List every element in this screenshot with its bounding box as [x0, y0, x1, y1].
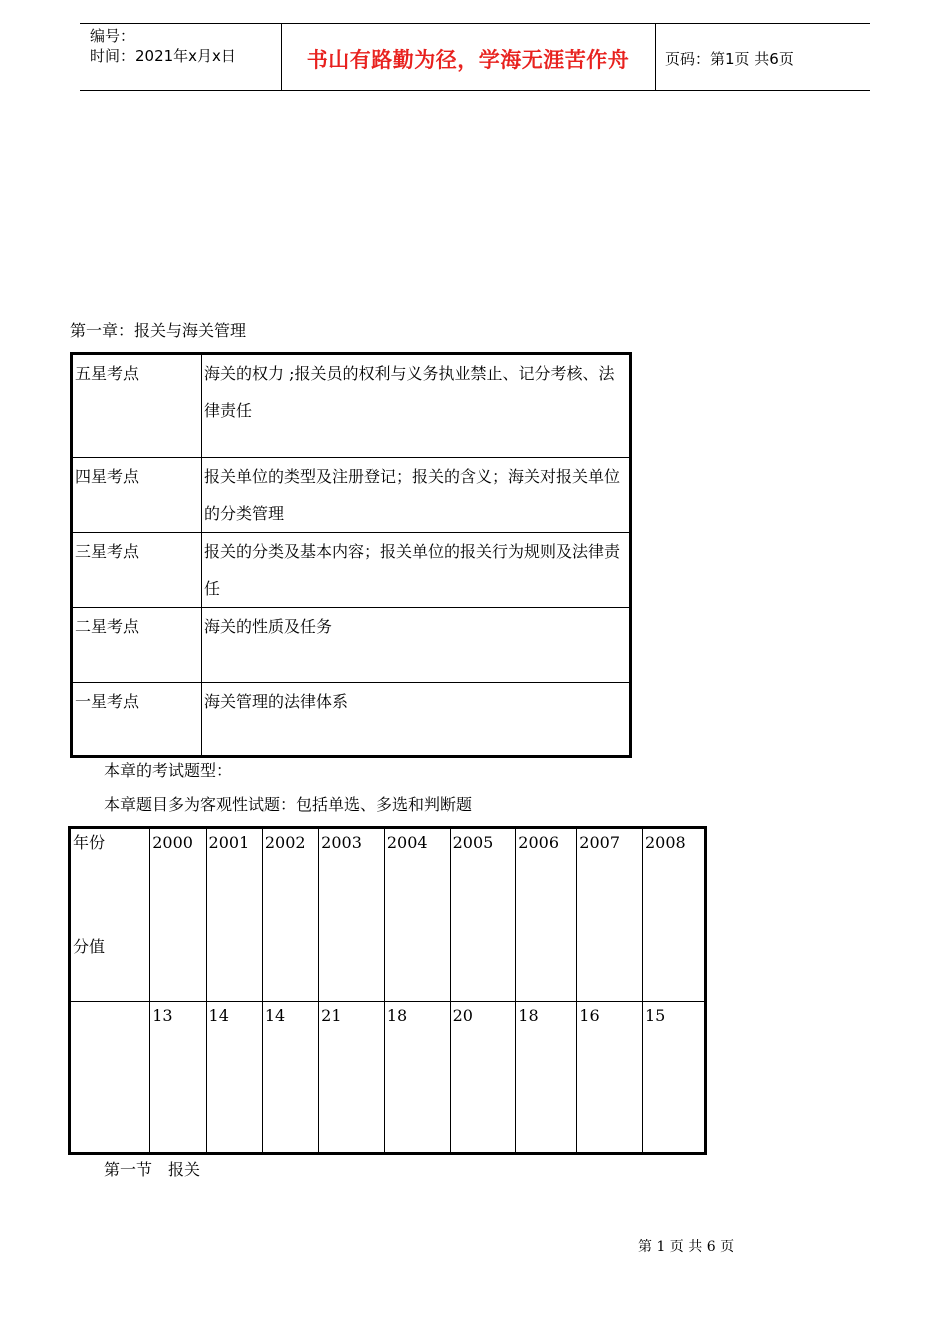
table-row — [72, 458, 631, 533]
year-cell: 2006 — [516, 828, 577, 1002]
score-cell: 14 — [206, 1002, 262, 1154]
key-point-content: 海关管理的法律体系 — [202, 683, 631, 757]
exam-types-heading: 本章的考试题型： — [104, 761, 233, 780]
year-label: 年份 — [73, 833, 106, 852]
header-motto: 书山有路勤为径，学海无涯苦作舟 — [306, 48, 630, 72]
score-table — [68, 826, 707, 1155]
header-meta — [90, 26, 236, 66]
year-cell: 2005 — [450, 828, 516, 1002]
table-row — [72, 533, 631, 608]
score-cell: 15 — [642, 1002, 705, 1154]
year-cell: 2002 — [262, 828, 318, 1002]
document-time: 时间：2021年x月x日 — [90, 47, 236, 65]
score-cell: 14 — [262, 1002, 318, 1154]
key-point-level: 四星考点 — [72, 458, 202, 533]
key-point-level: 三星考点 — [72, 533, 202, 608]
key-point-content: 海关的权力 ;报关员的权利与义务执业禁止、记分考核、法律责任 — [202, 354, 631, 458]
header-bottom-rule — [80, 90, 870, 91]
score-cell: 21 — [319, 1002, 385, 1154]
year-cell: 2003 — [319, 828, 385, 1002]
year-cell: 2007 — [577, 828, 643, 1002]
score-label: 分值 — [73, 937, 106, 956]
key-points-table — [70, 352, 632, 758]
exam-types-description: 本章题目多为客观性试题：包括单选、多选和判断题 — [104, 795, 473, 814]
table-row — [70, 828, 706, 1002]
empty-cell — [70, 1002, 150, 1154]
table-row — [72, 354, 631, 458]
key-point-content: 海关的性质及任务 — [202, 608, 631, 683]
table-row — [72, 608, 631, 683]
key-point-level: 一星考点 — [72, 683, 202, 757]
document-number-label: 编号： — [90, 27, 136, 45]
section-title: 第一节 报关 — [104, 1160, 201, 1179]
score-cell: 18 — [516, 1002, 577, 1154]
score-cell: 18 — [384, 1002, 450, 1154]
score-cell: 16 — [577, 1002, 643, 1154]
year-header-cell — [70, 828, 150, 1002]
score-cell: 13 — [150, 1002, 206, 1154]
key-point-content: 报关单位的类型及注册登记；报关的含义；海关对报关单位的分类管理 — [202, 458, 631, 533]
header-divider-right — [655, 23, 656, 90]
year-cell: 2000 — [150, 828, 206, 1002]
score-cell: 20 — [450, 1002, 516, 1154]
table-row — [72, 683, 631, 757]
chapter-title: 第一章：报关与海关管理 — [70, 321, 247, 340]
year-cell: 2008 — [642, 828, 705, 1002]
key-point-level: 五星考点 — [72, 354, 202, 458]
year-cell: 2001 — [206, 828, 262, 1002]
page-footer: 第 1 页 共 6 页 — [638, 1239, 735, 1255]
header-page-info: 页码：第1页 共6页 — [665, 50, 794, 68]
year-cell: 2004 — [384, 828, 450, 1002]
key-point-level: 二星考点 — [72, 608, 202, 683]
table-row — [70, 1002, 706, 1154]
header-top-rule — [80, 23, 870, 24]
key-point-content: 报关的分类及基本内容；报关单位的报关行为规则及法律责任 — [202, 533, 631, 608]
